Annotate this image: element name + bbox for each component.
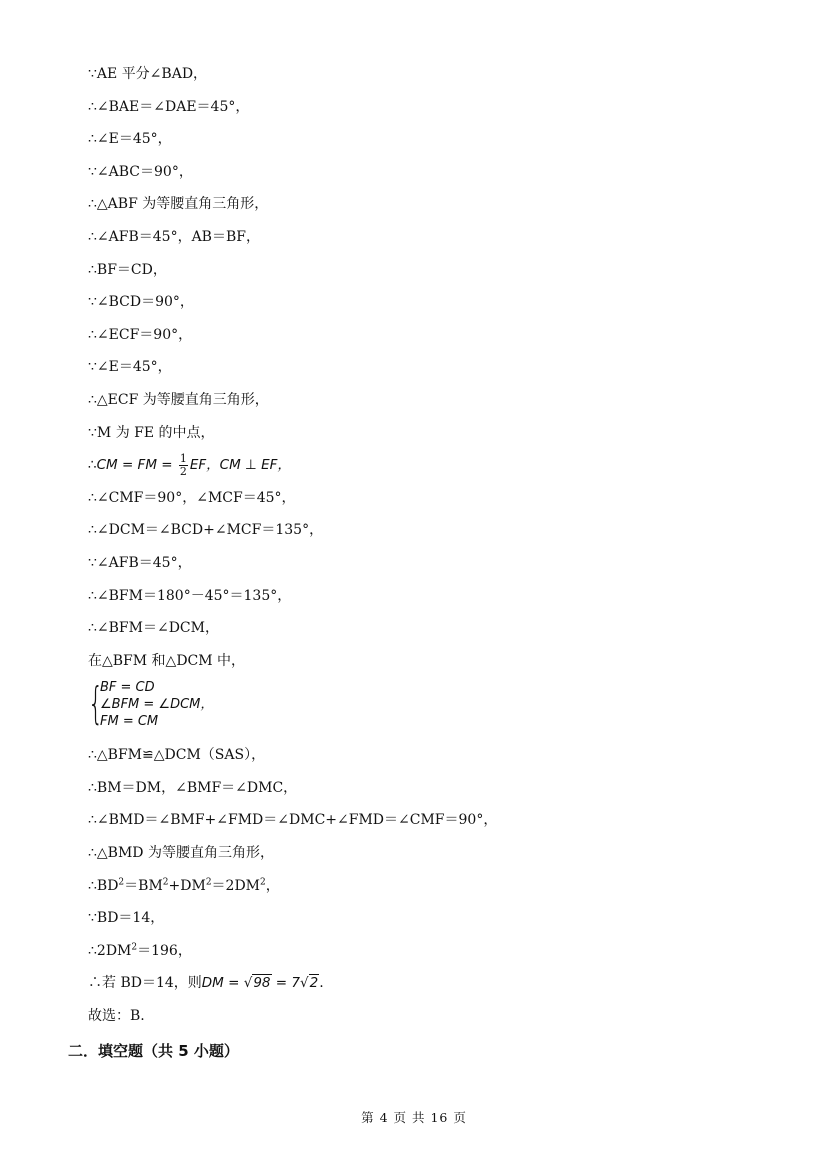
cm-fm-suffix: EF，CM ⊥ EF， [189, 457, 291, 474]
proof-line-5: ∴△ABF 为等腰直角三角形， [88, 196, 269, 213]
fraction-denominator: 2 [179, 464, 187, 478]
system-line-1: BF = CD [100, 680, 155, 696]
result-line [88, 967, 788, 1000]
exp-3: 2 [205, 877, 212, 887]
one-half-fraction [179, 453, 188, 478]
proof-line-10: ∵∠E＝45°， [88, 359, 172, 376]
exp-1: 2 [118, 877, 125, 887]
proof-line-9: ∴∠ECF＝90°， [88, 326, 193, 343]
given-bd-line: ∵BD＝14， [88, 910, 165, 927]
proof-line-4: ∵∠ABC＝90°， [88, 163, 193, 180]
section-heading: 二．填空题（共 5 小题） [68, 1042, 239, 1060]
result-end: . [319, 975, 324, 992]
result-prefix: ∴若 BD＝14，则 [88, 975, 202, 992]
cm-fm-equation [88, 449, 788, 482]
proof-line-b-6: 在△BFM 和△DCM 中， [88, 652, 246, 669]
proof-line-6: ∴∠AFB＝45°，AB＝BF， [88, 228, 260, 245]
proof-line-3: ∴∠E＝45°， [88, 131, 172, 148]
proof-line-b-3: ∵∠AFB＝45°， [88, 554, 192, 571]
system-line-3: FM = CM [100, 714, 159, 730]
dm-a: ∴2DM [88, 942, 132, 959]
proof-line-11: ∴△ECF 为等腰直角三角形， [88, 391, 269, 408]
proof-line-12: ∵M 为 FE 的中点， [88, 424, 215, 441]
proof-line-c-3: ∴∠BMD＝∠BMF+∠FMD＝∠DMC+∠FMD＝∠CMF＝90°， [88, 812, 498, 829]
result-math-b: = 7 [271, 975, 300, 992]
bd-a: ∴BD [88, 877, 119, 894]
proof-line-8: ∵∠BCD＝90°， [88, 294, 194, 311]
bd-b: ＝BM [124, 877, 163, 894]
proof-line-1: ∵AE 平分∠BAD， [88, 66, 208, 82]
proof-line-b-4: ∴∠BFM＝180°－45°＝135°， [88, 587, 292, 604]
system-line-2: ∠BFM = ∠DCM， [100, 697, 214, 713]
page-footer: 第 4 页 共 16 页 [361, 1110, 467, 1125]
bd-d: ＝2DM [211, 877, 261, 894]
equation-system [88, 679, 788, 733]
bd-e: ， [265, 877, 280, 894]
cm-fm-prefix: ∴CM = FM = [88, 457, 177, 474]
bd-c: +DM [168, 877, 206, 894]
proof-line-b-2: ∴∠DCM＝∠BCD+∠MCF＝135°， [88, 522, 324, 539]
sqrt-98: √98 [243, 975, 271, 992]
left-brace: { [88, 678, 104, 730]
radicand-98: 98 [253, 975, 271, 992]
proof-line-c-2: ∴BM＝DM，∠BMF＝∠DMC， [88, 779, 298, 796]
proof-line-b-5: ∴∠BFM＝∠DCM， [88, 620, 219, 637]
proof-body [88, 58, 788, 1033]
radicand-2: 2 [309, 975, 319, 992]
dm-exp: 2 [131, 942, 138, 953]
proof-line-2: ∴∠BAE＝∠DAE＝45°， [88, 98, 250, 115]
dm-squared-line [88, 935, 788, 968]
exp-4: 2 [260, 877, 266, 887]
sqrt-2: √2 [300, 975, 319, 992]
dm-b: ＝196， [137, 942, 192, 959]
proof-line-c-4: ∴△BMD 为等腰直角三角形， [88, 845, 274, 862]
bd-squared-line [88, 870, 788, 903]
proof-line-7: ∴BF＝CD， [88, 261, 167, 278]
fraction-numerator: 1 [179, 451, 187, 465]
proof-line-c-1: ∴△BFM≌△DCM（SAS）， [88, 747, 266, 764]
answer-line: 故选：B. [88, 1008, 145, 1025]
proof-line-b-1: ∴∠CMF＝90°，∠MCF＝45°， [88, 489, 296, 506]
exp-2: 2 [162, 877, 169, 887]
result-math-a: DM = [201, 975, 244, 992]
